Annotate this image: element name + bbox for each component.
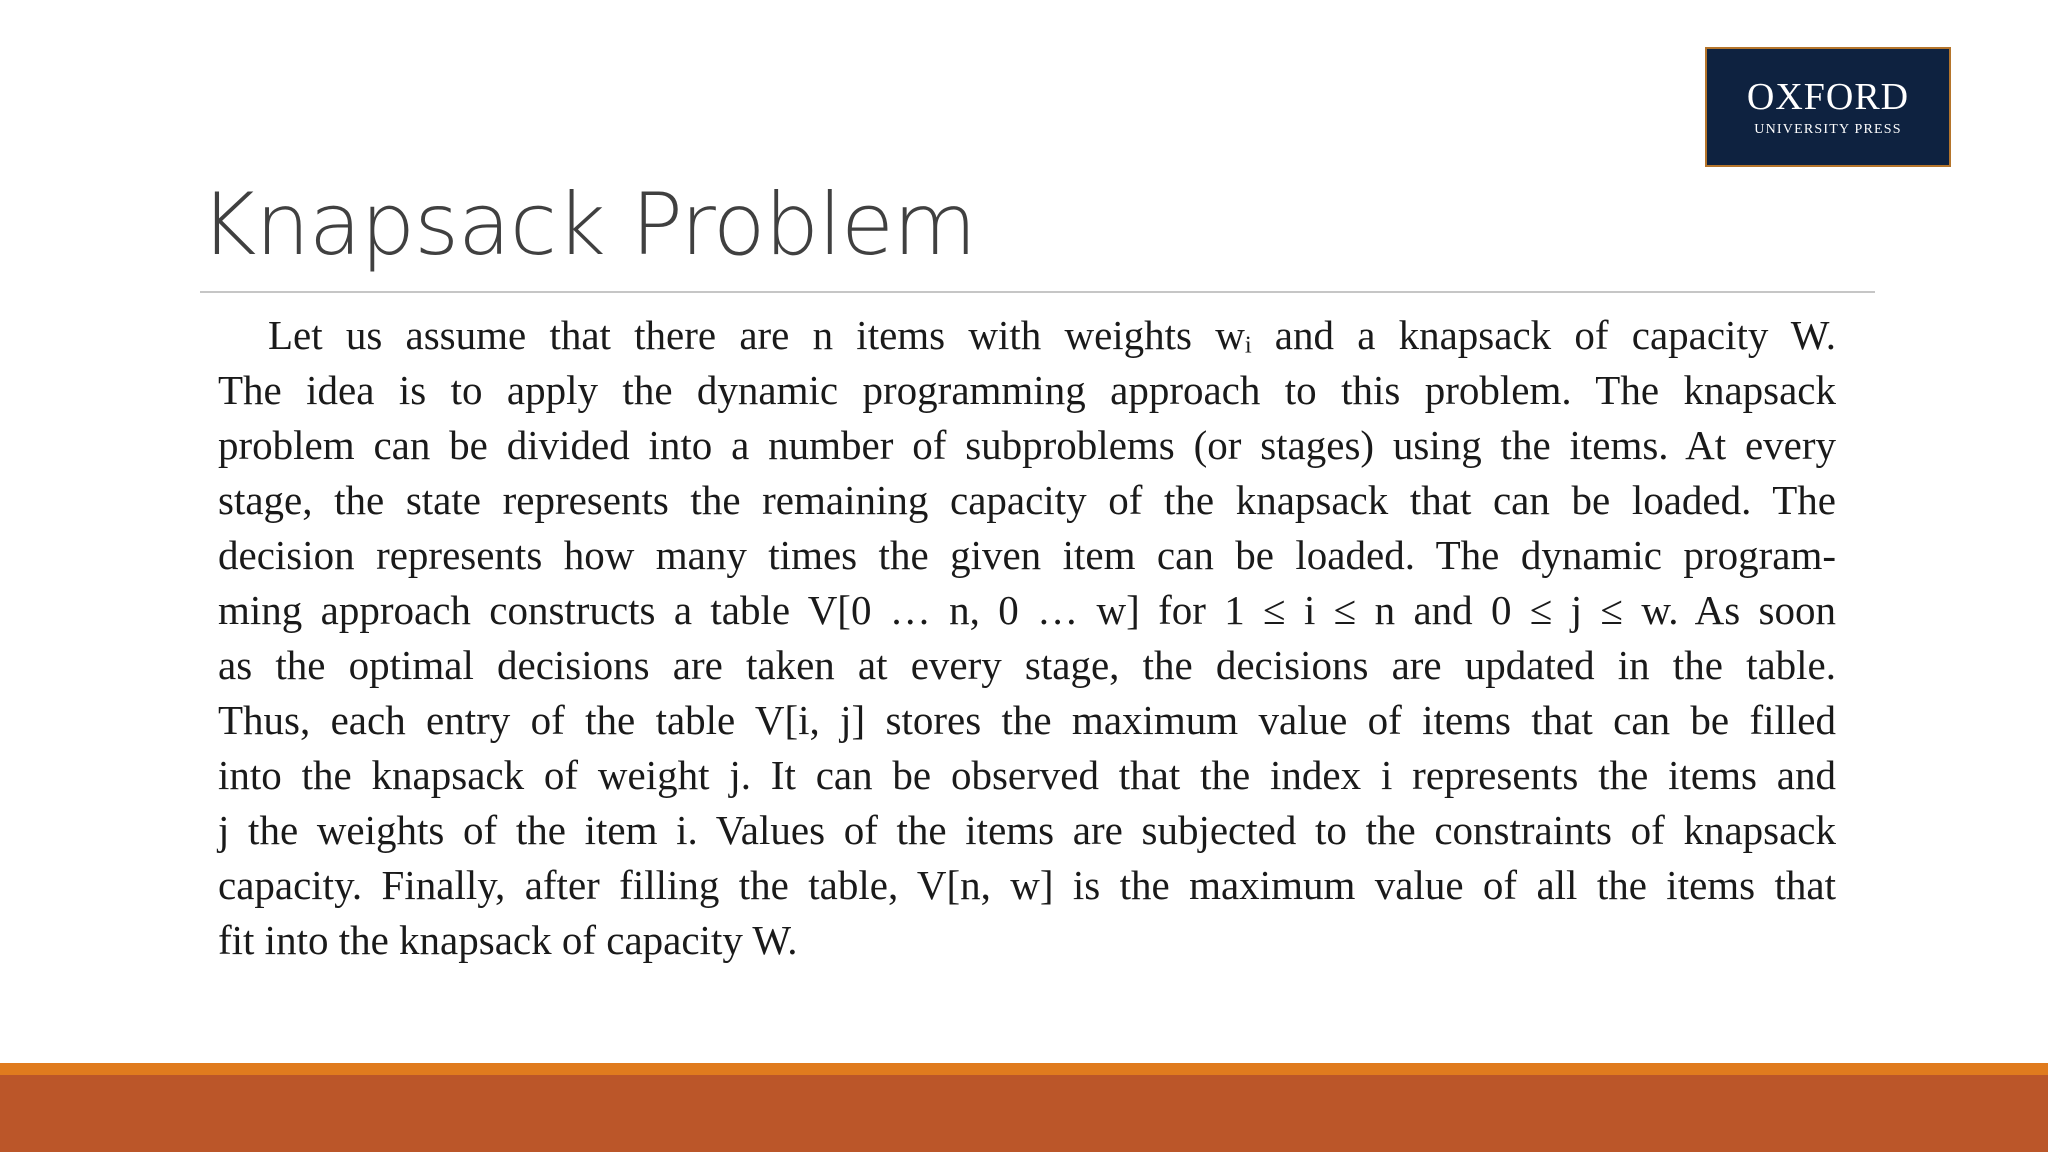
logo-subtitle: UNIVERSITY PRESS <box>1754 122 1902 137</box>
paragraph-line: The idea is to apply the dynamic programming approach to this problem. The knapsack <box>218 367 1836 413</box>
paragraph-line: fit into the knapsack of capacity W. <box>218 917 798 963</box>
paragraph-line: problem can be divided into a number of subproblems (or stages) using the items. At every <box>218 422 1836 468</box>
title-divider <box>200 291 1875 293</box>
footer-accent-stripe <box>0 1063 2048 1075</box>
slide-title: Knapsack Problem <box>200 175 976 275</box>
paragraph-line: Thus, each entry of the table V[i, j] stores the maximum value of items that can be filled <box>218 697 1836 743</box>
oxford-university-press-logo <box>1705 47 1951 167</box>
logo-name: OXFORD <box>1746 76 1910 118</box>
paragraph-line: ming approach constructs a table V[0 … n, 0 … w] for 1 ≤ i ≤ n and 0 ≤ j ≤ w. As soon <box>218 587 1836 633</box>
paragraph-line: stage, the state represents the remaining capacity of the knapsack that can be loaded. The <box>218 477 1836 523</box>
paragraph-line: Let us assume that there are n items with weights wᵢ and a knapsack of capacity W. <box>268 312 1836 358</box>
paragraph-line: capacity. Finally, after filling the table, V[n, w] is the maximum value of all the items that <box>218 862 1836 908</box>
slide-body-paragraph <box>218 308 1836 968</box>
paragraph-line: as the optimal decisions are taken at every stage, the decisions are updated in the table. <box>218 642 1836 688</box>
paragraph-line: into the knapsack of weight j. It can be observed that the index i represents the items and <box>218 752 1836 798</box>
paragraph-line: j the weights of the item i. Values of the items are subjected to the constraints of knapsack <box>218 807 1836 853</box>
footer-bar <box>0 1075 2048 1152</box>
paragraph-line: decision represents how many times the given item can be loaded. The dynamic program- <box>218 532 1836 578</box>
